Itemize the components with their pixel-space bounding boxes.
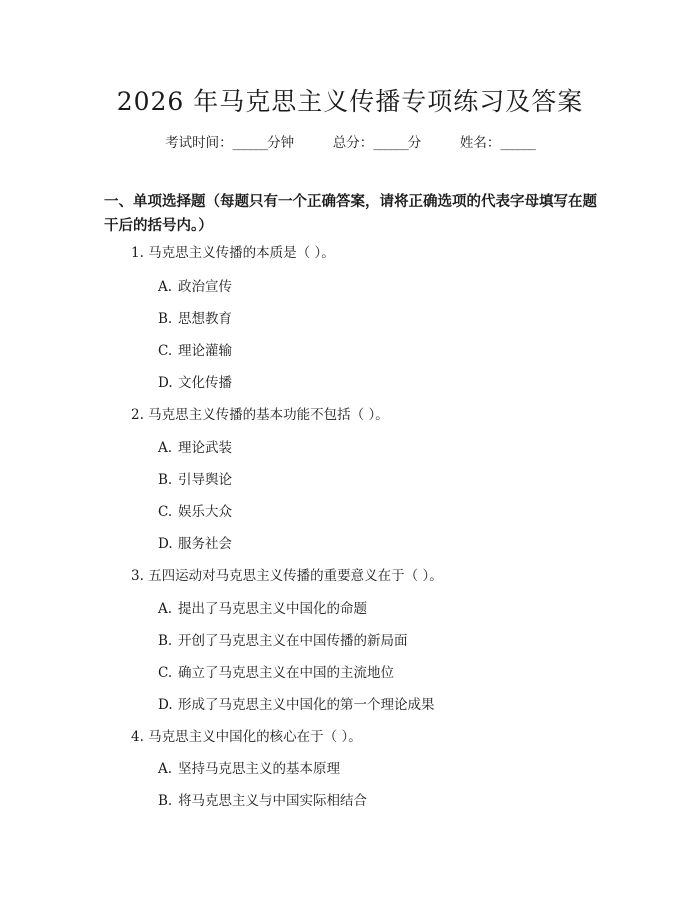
option-text: 开创了马克思主义在中国传播的新局面 bbox=[178, 633, 408, 649]
option-text: 政治宣传 bbox=[178, 279, 232, 295]
option-letter: D. bbox=[158, 697, 173, 713]
question-3: 3. 五四运动对马克思主义传播的重要意义在于（ ）。 bbox=[131, 568, 443, 584]
option-text: 思想教育 bbox=[178, 311, 232, 327]
question-4-option-a bbox=[158, 757, 340, 777]
question-2-option-a bbox=[158, 436, 232, 456]
section-heading: 一、单项选择题（每题只有一个正确答案，请将正确选项的代表字母填写在题干后的括号内。） bbox=[104, 194, 597, 234]
option-text: 文化传播 bbox=[178, 375, 232, 391]
question-3-option-d bbox=[158, 693, 435, 713]
name-label: 姓名： bbox=[459, 135, 501, 151]
total-score-unit: 分 bbox=[407, 135, 422, 151]
question-3-option-c bbox=[158, 661, 394, 681]
question-2: 2. 马克思主义传播的基本功能不包括（ ）。 bbox=[131, 407, 389, 423]
page-title: 2026 年马克思主义传播专项练习及答案 bbox=[116, 87, 584, 116]
option-text: 服务社会 bbox=[178, 536, 232, 552]
exam-time-blank: ______ bbox=[232, 135, 268, 151]
question-4-option-b bbox=[158, 789, 367, 809]
question-2-option-b bbox=[158, 468, 232, 488]
option-text: 理论武装 bbox=[178, 440, 232, 456]
option-letter: C. bbox=[158, 665, 173, 681]
question-1-option-c bbox=[158, 339, 232, 359]
option-letter: B. bbox=[158, 793, 173, 809]
question-4: 4. 马克思主义中国化的核心在于（ ）。 bbox=[131, 729, 362, 745]
question-2-option-d bbox=[158, 532, 232, 552]
option-letter: D. bbox=[158, 375, 173, 391]
option-text: 理论灌输 bbox=[178, 343, 232, 359]
option-text: 确立了马克思主义在中国的主流地位 bbox=[178, 665, 394, 681]
option-text: 坚持马克思主义的基本原理 bbox=[178, 761, 340, 777]
option-letter: D. bbox=[158, 536, 173, 552]
option-text: 提出了马克思主义中国化的命题 bbox=[178, 601, 367, 617]
exam-info-line bbox=[0, 131, 700, 151]
option-text: 娱乐大众 bbox=[178, 504, 232, 520]
question-3-option-b bbox=[158, 629, 408, 649]
option-letter: C. bbox=[158, 343, 173, 359]
question-3-option-a bbox=[158, 597, 367, 617]
question-1: 1. 马克思主义传播的本质是（ ）。 bbox=[131, 245, 335, 261]
question-1-option-d bbox=[158, 371, 232, 391]
option-letter: A. bbox=[158, 279, 173, 295]
option-letter: A. bbox=[158, 761, 173, 777]
total-score-label: 总分： bbox=[332, 135, 374, 151]
option-letter: B. bbox=[158, 472, 173, 488]
option-letter: B. bbox=[158, 633, 173, 649]
option-letter: A. bbox=[158, 440, 173, 456]
question-1-option-a bbox=[158, 275, 232, 295]
name-blank: ______ bbox=[500, 135, 535, 151]
exam-time-unit: 分钟 bbox=[267, 135, 295, 151]
total-score-blank: ______ bbox=[373, 135, 408, 151]
option-letter: C. bbox=[158, 504, 173, 520]
option-letter: B. bbox=[158, 311, 173, 327]
question-1-option-b bbox=[158, 307, 232, 327]
exam-time-label: 考试时间： bbox=[165, 135, 233, 151]
option-text: 形成了马克思主义中国化的第一个理论成果 bbox=[178, 697, 435, 713]
question-2-option-c bbox=[158, 500, 232, 520]
option-text: 引导舆论 bbox=[178, 472, 232, 488]
option-text: 将马克思主义与中国实际相结合 bbox=[178, 793, 367, 809]
option-letter: A. bbox=[158, 601, 173, 617]
